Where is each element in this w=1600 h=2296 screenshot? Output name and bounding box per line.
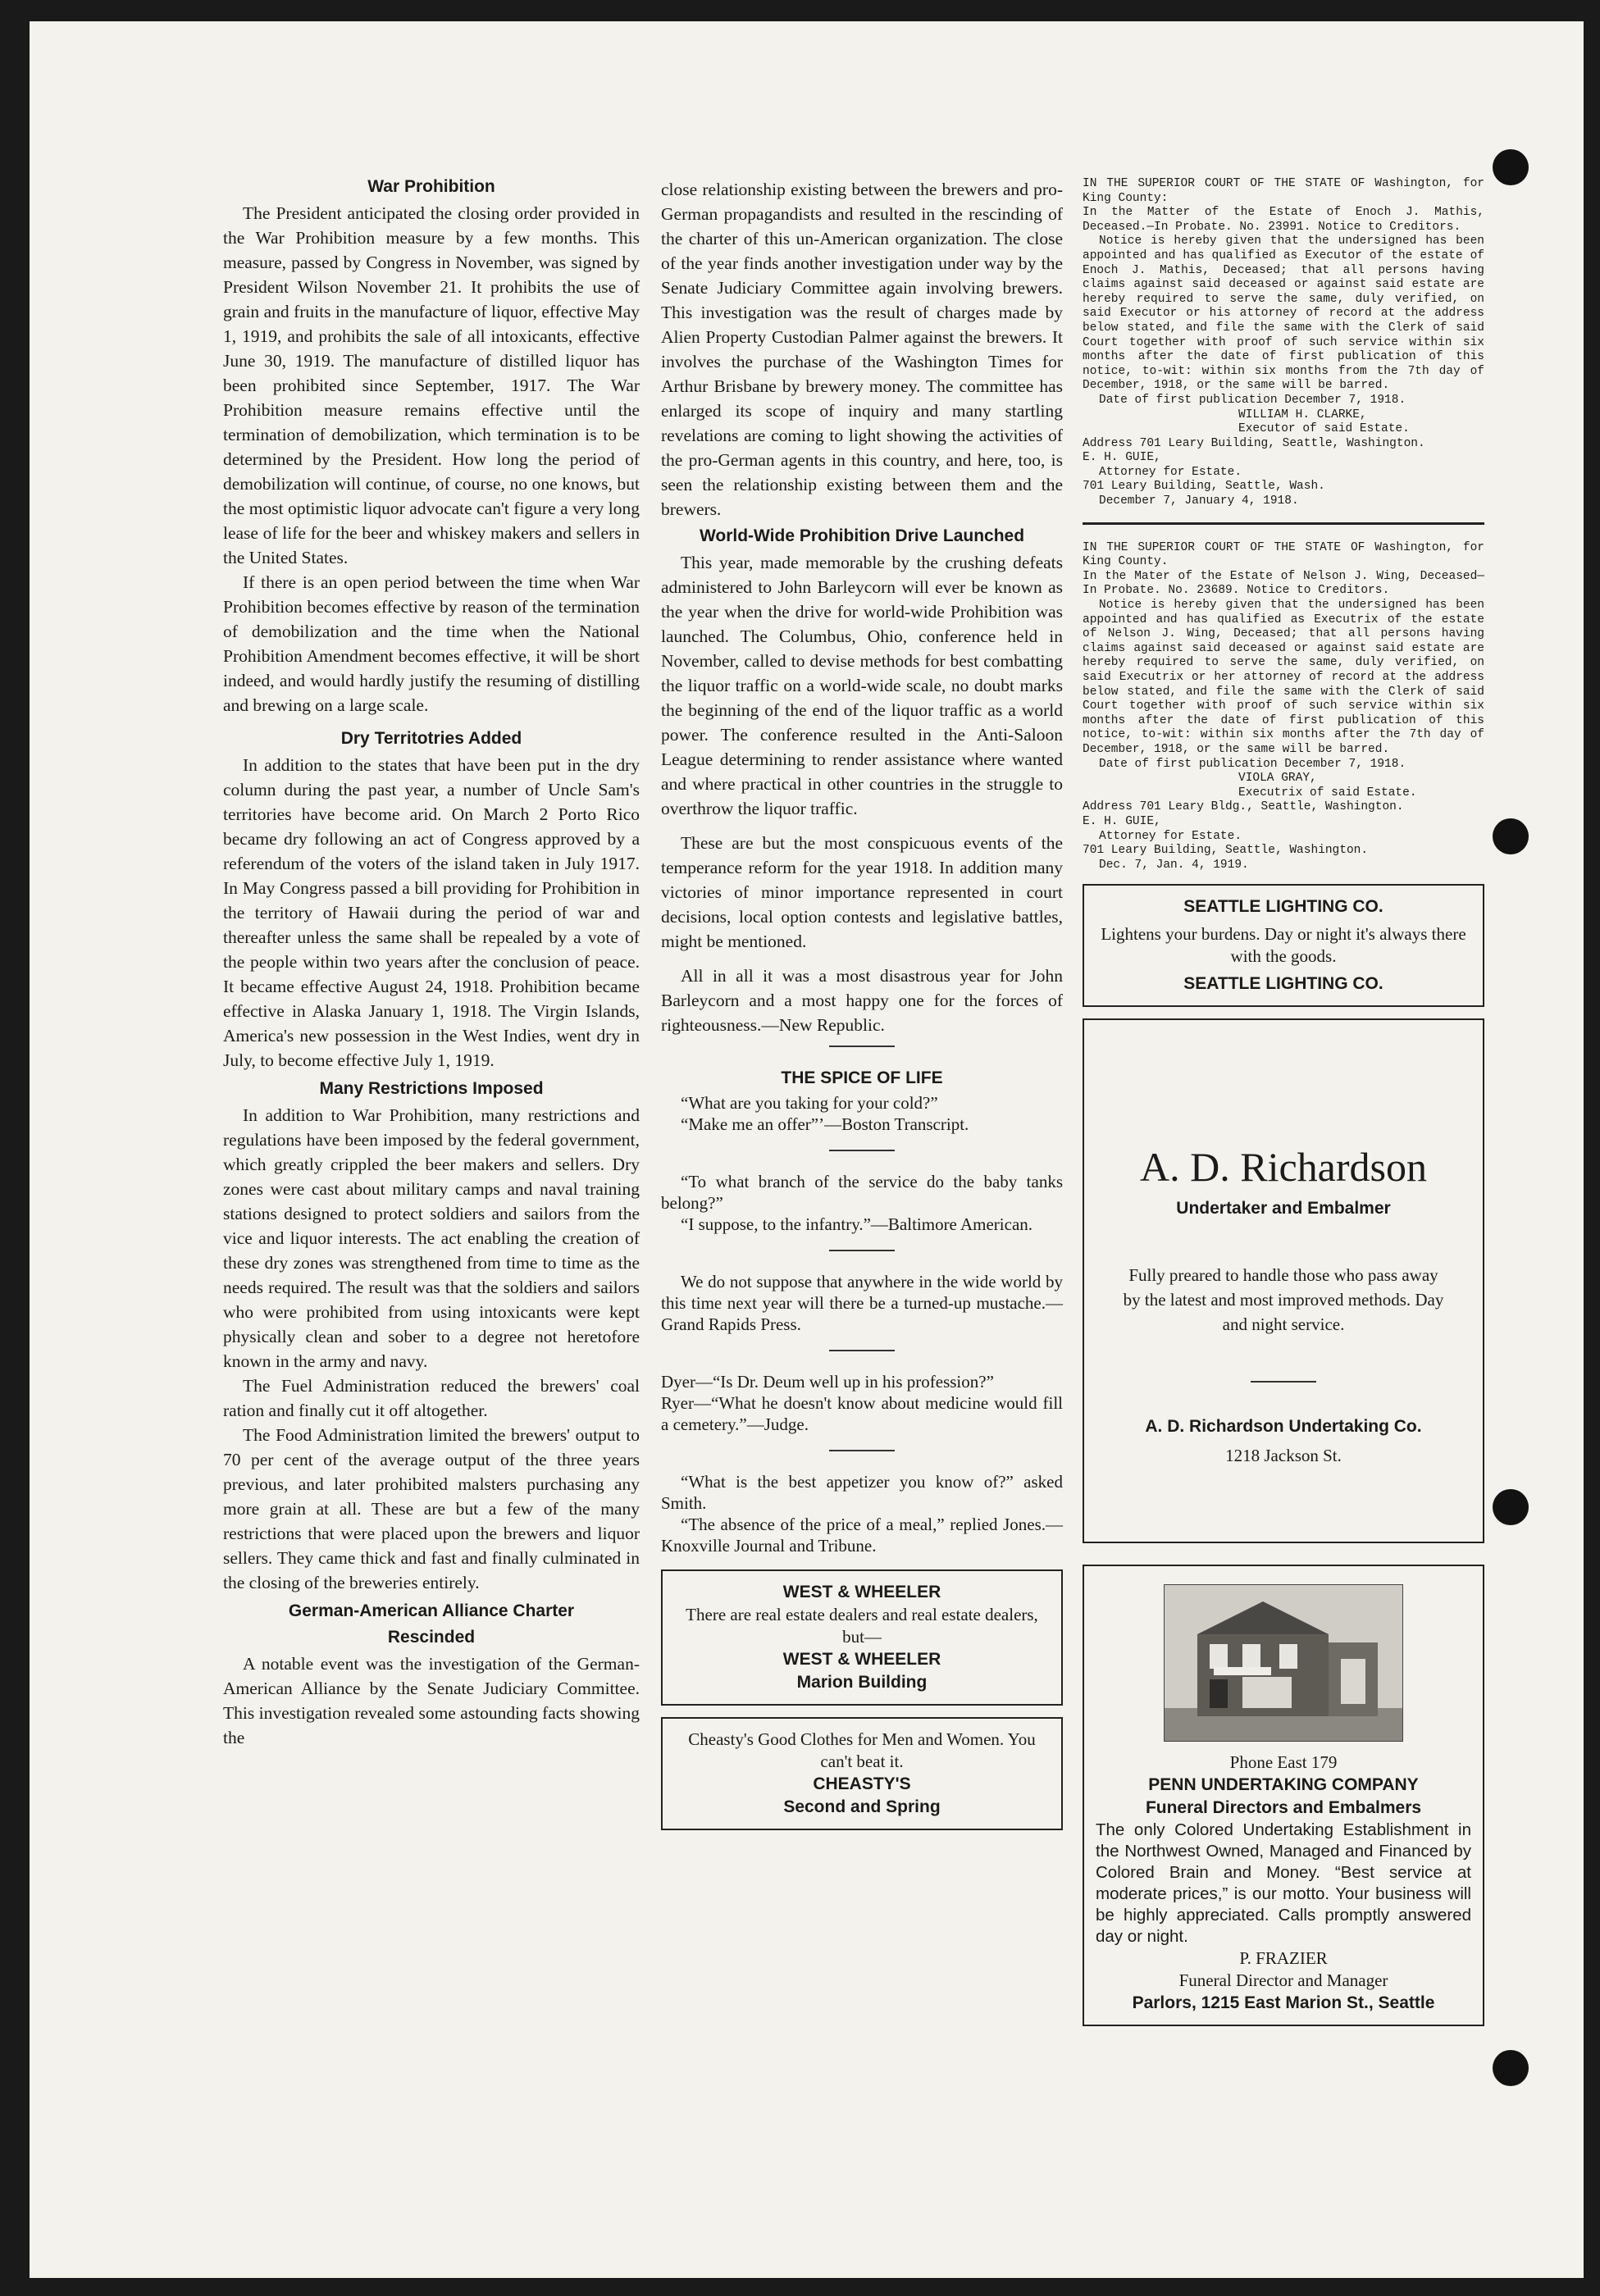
ad-title: CHEASTY'S [813, 1774, 911, 1793]
notice-line: Executrix of said Estate. [1238, 786, 1417, 800]
ad-text: Fully preared to handle those who pass away by the latest and most improved methods. Day and night service. [1123, 1265, 1444, 1335]
notice-line: Date of first publication December 7, 1918. [1099, 757, 1406, 771]
paragraph: This year, made memorable by the crushing defeats administered to John Barleycorn will ever be known as the year when the drive for world-wide Prohibition was launched. The Columbus, Ohio, conference held in November, called to devise methods for best combatting the liquor traffic on a world-wide scale, no doubt marks the beginning of the end of the liquor traffic as a world power. The conference resulted in the Anti-Saloon League determining to render assistance where wanted and where practical in other countries in the struggle to overthrow the liquor traffic. [661, 553, 1063, 818]
ad-company: A. D. Richardson Undertaking Co. [1145, 1417, 1422, 1437]
ad-title: SEATTLE LIGHTING CO. [1183, 974, 1383, 994]
ad-subtitle: Funeral Directors and Embalmers [1145, 1798, 1422, 1818]
joke-line: Ryer—“What he doesn't know about medicine would fill a cemetery.”—Judge. [661, 1393, 1063, 1434]
paragraph: A notable event was the investigation of the German-American Alliance by the Senate Judiciary Committee. This investigation revealed some astounding facts showing the [223, 1654, 640, 1747]
ad-address: Marion Building [796, 1673, 928, 1692]
ad-role: Funeral Director and Manager [1178, 1970, 1388, 1991]
separator [829, 1046, 895, 1047]
legal-notice-mathis [1083, 177, 1484, 509]
notice-line: WILLIAM H. CLARKE, [1238, 408, 1367, 421]
column-middle [661, 177, 1063, 1830]
ad-text: The only Colored Undertaking Establishment in the Northwest Owned, Managed and Financed by Colored Brain and Money. “Best service at moderate prices,” is our motto. Your business will be highly appreciated. Calls promptly answered day or night. [1096, 1820, 1471, 1947]
notice-line: IN THE SUPERIOR COURT OF THE STATE OF Washington, for King County. [1083, 540, 1484, 569]
ad-richardson [1083, 1018, 1484, 1543]
separator [829, 1350, 895, 1351]
column-right [1083, 177, 1484, 2026]
ad-phone: Phone East 179 [1229, 1752, 1338, 1773]
notice-line: Attorney for Estate. [1099, 465, 1242, 479]
joke-line: “The absence of the price of a meal,” replied Jones.—Knoxville Journal and Tribune. [661, 1515, 1063, 1556]
paragraph: The Food Administration limited the brewers' output to 70 per cent of the average output of the three years previous, and later prohibited malsters purchasing any more grain at all. These are but a few of the many restrictions that were placed upon the brewers and liquor sellers. They came thick and fast and finally culminated in the closing of the breweries entirely. [223, 1425, 640, 1592]
ad-address: Second and Spring [783, 1797, 941, 1816]
joke-line: “I suppose, to the infantry.”—Baltimore American. [681, 1214, 1033, 1234]
ad-person: P. FRAZIER [1239, 1948, 1328, 1969]
notice-line: In the Mater of the Estate of Nelson J. Wing, Deceased—In Probate. No. 23689. Notice to Creditors. [1083, 569, 1484, 598]
notice-line: Address 701 Leary Building, Seattle, Washington. [1083, 436, 1425, 450]
joke-line: “What is the best appetizer you know of?” asked Smith. [661, 1472, 1063, 1513]
ad-subtitle: Undertaker and Embalmer [1176, 1199, 1391, 1219]
heading-war-prohibition: War Prohibition [367, 177, 495, 196]
notice-line: Dec. 7, Jan. 4, 1919. [1099, 858, 1249, 872]
joke-line: “What are you taking for your cold?” [681, 1093, 938, 1113]
punch-hole [1493, 1489, 1529, 1525]
paragraph: All in all it was a most disastrous year for John Barleycorn and a most happy one for the forces of righteousness.—New Republic. [661, 966, 1063, 1035]
ad-title: WEST & WHEELER [782, 1583, 941, 1601]
paragraph: The President anticipated the closing order provided in the War Prohibition measure by a few months. This measure, passed by Congress in November, was signed by President Wilson November 21. It prohibits the use of grain and fruits in the manufacture of liquor, effective May 1, 1919, and prohibits the sale of all intoxicants, effective June 30, 1919. The manufacture of distilled liquor has been prohibited since September, 1917. The War Prohibition measure remains effective until the termination of demobilization, which termination is to be determined by the President. How long the period of demobilization will continue, of course, no one knows, but the most optimistic liquor advocate can't figure a very long lease of life for the beer and whiskey makers and sellers in the United States. [223, 203, 640, 567]
punch-hole [1493, 149, 1529, 185]
ad-text: Lightens your burdens. Day or night it's always there with the goods. [1101, 924, 1466, 967]
notice-line: Attorney for Estate. [1099, 829, 1242, 843]
ad-text: Cheasty's Good Clothes for Men and Women. You can't beat it. [688, 1729, 1036, 1771]
joke-line: We do not suppose that anywhere in the wide world by this time next year will there be a turned-up mustache.—Grand Rapids Press. [661, 1272, 1063, 1334]
ad-title: PENN UNDERTAKING COMPANY [1148, 1775, 1419, 1795]
notice-line: Date of first publication December 7, 1918. [1099, 393, 1406, 407]
ad-text: There are real estate dealers and real estate dealers, but— [686, 1605, 1038, 1647]
notice-line: E. H. GUIE, [1083, 451, 1161, 465]
notice-line: 701 Leary Building, Seattle, Washington. [1083, 844, 1369, 858]
notice-line: Notice is hereby given that the undersigned has been appointed and has qualified as Executor of the estate of Enoch J. Mathis, Deceased; that all persons having claims against said deceased or against said estate are hereby required to serve the same, duly verified, on said Executor or his attorney of record at the address below stated, and file the same with the Clerk of said Court together with proof of such service within six months after the date of first publication of this notice, to-wit: within six months from the 7th day of December, 1918, or the same will be barred. [1083, 235, 1484, 393]
notice-line: 701 Leary Building, Seattle, Wash. [1083, 480, 1325, 494]
notice-line: E. H. GUIE, [1083, 814, 1161, 828]
separator [1251, 1381, 1316, 1383]
paragraph: The Fuel Administration reduced the brewers' coal ration and finally cut it off altogether. [223, 1376, 640, 1420]
notice-line: Notice is hereby given that the undersigned has been appointed and has qualified as Executrix of the estate of Nelson J. Wing, Deceased; that all persons having claims against said deceased or against said estate are hereby required to serve the same, duly verified, on said Executrix or her attorney of record at the address below stated, and file the same with the Clerk of said Court together with proof of such service within six months after the date of first publication of this notice, to-wit: within six months after the 7th day of December, 1918, or the same will be barred. [1083, 599, 1484, 756]
ad-title: SEATTLE LIGHTING CO. [1183, 897, 1383, 917]
ad-address: 1218 Jackson St. [1225, 1446, 1342, 1466]
notice-line: VIOLA GRAY, [1238, 772, 1317, 786]
notice-line: Address 701 Leary Bldg., Seattle, Washington. [1083, 800, 1404, 814]
funeral-home-photo [1164, 1584, 1403, 1742]
legal-notice-wing [1083, 541, 1484, 873]
paragraph: If there is an open period between the time when War Prohibition becomes effective by reason of the termination of demobilization and the time when the National Prohibition Amendment becomes effective, it will be short indeed, and would hardly justify the resuming of distilling and brewing on a large scale. [223, 572, 640, 715]
joke-line: “Make me an offer”’—Boston Transcript. [681, 1114, 969, 1134]
paragraph: close relationship existing between the brewers and pro-German propagandists and resulted in the rescinding of the charter of this un-American organization. The close of the year finds another investigation under way by the Senate Judiciary Committee again involving brewers. This investigation was the result of charges made by Alien Property Custodian Palmer against the brewers. It involves the purchase of the Washington Times for Arthur Brisbane by brewery money. The committee has enlarged its scope of inquiry and many startling revelations are coming to light showing the activities of the pro-German agents in this country, and here, too, is seen the relationship existing between them and the brewers. [661, 180, 1063, 519]
paragraph: In addition to War Prohibition, many restrictions and regulations have been imposed by the federal government, which greatly crippled the beer makers and sellers. Dry zones were cast about military camps and naval training stations designed to protect soldiers and sailors from the vice and liquor interests. The act enabling the creation of these dry zones was strengthened from time to time as the needs required. The result was that the soldiers and sailors who were prohibited from using intoxicants were kept physically clean and sober to a degree not heretofore known in the army and navy. [223, 1105, 640, 1371]
heading-dry-territories: Dry Territotries Added [340, 729, 522, 748]
heading-rescinded: Rescinded [387, 1628, 476, 1647]
heading-many-restrictions: Many Restrictions Imposed [319, 1079, 544, 1098]
notice-line: Executor of said Estate. [1238, 422, 1410, 436]
heading-german-american: German-American Alliance Charter [288, 1601, 575, 1620]
notice-line: December 7, January 4, 1918. [1099, 494, 1299, 508]
heading-spice-of-life: THE SPICE OF LIFE [781, 1068, 943, 1087]
ad-west-wheeler [661, 1569, 1063, 1706]
punch-hole [1493, 818, 1529, 854]
ad-address: Parlors, 1215 East Marion St., Seattle [1132, 1993, 1435, 2013]
column-left [223, 177, 640, 1750]
joke-line: “To what branch of the service do the baby tanks belong?” [661, 1172, 1063, 1213]
punch-hole [1493, 2050, 1529, 2086]
ad-title: WEST & WHEELER [782, 1650, 941, 1669]
ad-seattle-lighting [1083, 884, 1484, 1007]
ad-penn-undertaking [1083, 1565, 1484, 2026]
ad-title: A. D. Richardson [1140, 1144, 1427, 1191]
separator [829, 1250, 895, 1251]
notice-line: In the Matter of the Estate of Enoch J. Mathis, Deceased.—In Probate. No. 23991. Notice to Creditors. [1083, 206, 1484, 234]
newspaper-page [30, 21, 1584, 2278]
ad-cheasty [661, 1717, 1063, 1830]
notice-line: IN THE SUPERIOR COURT OF THE STATE OF Washington, for King County: [1083, 177, 1484, 205]
separator [829, 1150, 895, 1151]
paragraph: These are but the most conspicuous events of the temperance reform for the year 1918. In addition many victories of minor importance represented in court decisions, local option contests and legislative battles, might be mentioned. [661, 833, 1063, 951]
paragraph: In addition to the states that have been put in the dry column during the past year, a number of Uncle Sam's territories have become arid. On March 2 Porto Rico became dry following an act of Congress approved by a referendum of the voters of the island taken in July 1917. In May Congress passed a bill providing for Prohibition in the territory of Hawaii during the period of war and thereafter unless the same shall be repealed by a vote of the people within two years after the conclusion of peace. It became effective August 24, 1918. Prohibition became effective in Alaska January 1, 1918. The Virgin Islands, America's new possession in the West Indies, went dry in July, to become effective July 1, 1919. [223, 755, 640, 1070]
divider-rule [1083, 522, 1484, 525]
heading-world-wide: World-Wide Prohibition Drive Launched [699, 526, 1025, 545]
joke-line: Dyer—“Is Dr. Deum well up in his profession?” [661, 1372, 994, 1392]
separator [829, 1450, 895, 1451]
